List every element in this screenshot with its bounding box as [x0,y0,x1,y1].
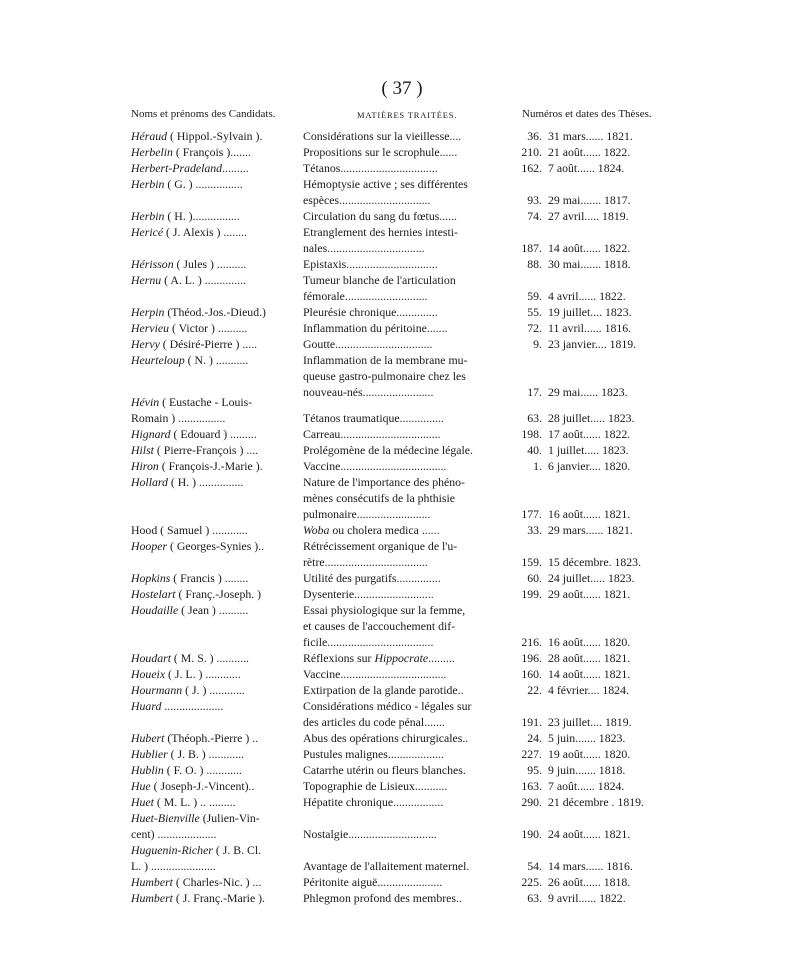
candidate-surname: Hilst [131,443,154,457]
subject-text: Avantage de l'allaitement maternel. [303,859,470,873]
candidate-name [131,794,297,811]
candidate-surname: Hervieu [131,321,169,335]
candidate-surname: Héraud [131,129,168,143]
thesis-number: 22. [527,683,542,697]
thesis-date: 28 août...... 1821. [548,651,631,665]
subject-text: Hémoptysie active ; ses différentes [303,177,468,191]
thesis-number: 225. [521,875,542,889]
candidate-given-names: ( Jean ) .......... [178,603,249,617]
candidate-given-names: ......... [222,161,249,175]
thesis-date: 14 août...... 1822. [548,241,631,255]
thesis-number: 162. [521,161,542,175]
candidate-given-names: ( Pierre-François ) .... [153,443,259,457]
thesis-subject [303,176,515,193]
header-numbers: Numéros et dates des Thèses. [522,108,652,120]
thesis-subject [303,522,515,539]
thesis-number: 95. [527,763,542,777]
thesis-subject [303,336,515,353]
thesis-subject [303,586,515,603]
thesis-date: 19 août...... 1820. [548,747,631,761]
candidate-name [131,160,297,177]
thesis-number: 36. [527,129,542,143]
subject-text: rètre................................... [303,555,428,569]
thesis-subject [303,506,515,523]
header-subjects: MATIÈRES TRAITÉES. [357,110,458,120]
candidate-name [131,682,297,699]
thesis-number: 1. [533,459,542,473]
thesis-number: 199. [521,587,542,601]
thesis-number: 40. [527,443,542,457]
subject-text: Rétrécissement organique de l'u- [303,539,458,553]
thesis-date: 30 mai....... 1818. [548,257,631,271]
subject-text: Prolégomène de la médecine légale. [303,443,473,457]
candidate-surname: Huguenin-Richer [131,843,213,857]
thesis-subject [303,128,515,145]
thesis-subject [303,192,515,209]
candidate-given-names: ( J. Alexis ) ........ [163,225,247,239]
thesis-date: 29 août...... 1821. [548,587,631,601]
candidate-surname: Hubert [131,731,165,745]
candidate-given-names: ( J. Franç.-Marie ). [172,891,266,905]
candidate-given-names: (Théoph.-Pierre ) .. [164,731,259,745]
candidate-given-names: .................... [161,699,224,713]
thesis-subject [303,442,515,459]
candidate-surname: Houdaille [131,603,179,617]
thesis-date: 29 mars...... 1821. [548,523,633,537]
candidate-surname: Houdart [131,651,171,665]
subject-text: Topographie de Lisieux........... [303,779,448,793]
thesis-number: 60. [527,571,542,585]
thesis-subject [303,352,515,369]
candidate-surname: Herbin [131,177,165,191]
thesis-date: 28 juillet..... 1823. [548,411,635,425]
thesis-number: 160. [521,667,542,681]
thesis-subject [303,256,515,273]
thesis-number: 177. [521,507,542,521]
thesis-subject [303,698,515,715]
candidate-surname: Hublier [131,747,168,761]
thesis-subject [303,746,515,763]
subject-text: nouveau-nés........................ [303,385,434,399]
candidate-name [131,826,297,843]
thesis-date: 9 juin....... 1818. [548,763,626,777]
thesis-date: 17 août...... 1822. [548,427,631,441]
thesis-subject [303,288,515,305]
candidate-given-names: ( J. L. ) ............ [165,667,241,681]
candidate-name [131,474,297,491]
subject-text: Tumeur blanche de l'articulation [303,273,456,287]
subject-text: Nostalgie.............................. [303,827,437,841]
thesis-subject [303,272,515,289]
thesis-subject [303,240,515,257]
candidate-name [131,858,297,875]
thesis-subject [303,490,515,507]
thesis-date: 5 juin....... 1823. [548,731,626,745]
candidate-given-names: ( Désiré-Pierre ) ..... [159,337,258,351]
subject-text: Inflammation du péritoine....... [303,321,448,335]
candidate-given-names: ( N. ) ........... [184,353,249,367]
thesis-number: 74. [527,209,542,223]
candidate-name [131,256,297,273]
candidate-name [131,208,297,225]
candidate-surname: Hignard [131,427,171,441]
thesis-date: 24 août...... 1821. [548,827,631,841]
thesis-date: 23 janvier.... 1819. [548,337,637,351]
candidate-surname: Hérisson [131,257,174,271]
thesis-number: 24. [527,731,542,745]
candidate-surname: Hostelart [131,587,176,601]
candidate-name [131,458,297,475]
candidate-name [131,778,297,795]
thesis-number: 187. [521,241,542,255]
thesis-date: 14 mars...... 1816. [548,859,633,873]
subject-text: Considérations sur la vieillesse.... [303,129,462,143]
candidate-given-names: ( Edouard ) ......... [170,427,257,441]
candidate-given-names: (Théod.-Jos.-Dieud.) [164,305,266,319]
candidate-name [131,176,297,193]
thesis-subject [303,160,515,177]
thesis-date: 9 avril...... 1822. [548,891,626,905]
candidate-name [131,272,297,289]
thesis-subject [303,618,515,635]
candidate-given-names: ( François-J.-Marie ). [158,459,263,473]
thesis-subject [303,554,515,571]
thesis-subject [303,858,515,875]
thesis-number: 163. [521,779,542,793]
thesis-number: 63. [527,891,542,905]
thesis-date: 1 juillet..... 1823. [548,443,629,457]
candidate-given-names: ( A. L. ) .............. [161,273,247,287]
thesis-number: 63. [527,411,542,425]
thesis-subject [303,714,515,731]
candidate-given-names: ( J. B. ) ............ [167,747,245,761]
candidate-name [131,746,297,763]
subject-text: Abus des opérations chirurgicales.. [303,731,469,745]
subject-text: Goutte................................. [303,337,433,351]
thesis-subject [303,874,515,891]
candidate-given-names: cent) .................... [131,827,217,841]
candidate-given-names: ( Jules ) .......... [173,257,247,271]
subject-text: Pustules malignes................... [303,747,444,761]
thesis-date: 21 décembre . 1819. [548,795,644,809]
candidate-surname: Huard [131,699,162,713]
thesis-subject [303,730,515,747]
candidate-given-names: ( H. ) ............... [167,475,244,489]
candidate-surname: Herbelin [131,145,173,159]
page-number: ( 37 ) [381,78,423,99]
candidate-surname: Hollard [131,475,168,489]
thesis-subject [303,474,515,491]
subject-text: Péritonite aiguë...................... [303,875,443,889]
candidate-name [131,320,297,337]
candidate-surname: Herbin [131,209,165,223]
thesis-number: 210. [521,145,542,159]
thesis-subject [303,634,515,651]
subject-text: fémorale............................ [303,289,428,303]
candidate-name [131,586,297,603]
candidate-name [131,730,297,747]
candidate-name [131,336,297,353]
candidate-given-names: ( Georges-Synies ).. [167,539,265,553]
candidate-name [131,874,297,891]
subject-text: pulmonaire......................... [303,507,431,521]
candidate-given-names: ( G. ) ................ [164,177,243,191]
candidate-surname: Herpin [131,305,165,319]
candidate-name [131,842,297,859]
subject-text: Hépatite chronique................. [303,795,444,809]
subject-text: Catarrhe utérin ou fleurs blanches. [303,763,466,777]
thesis-date: 16 août...... 1820. [548,635,631,649]
thesis-subject [303,410,515,427]
subject-text: Inflammation de la membrane mu- [303,353,468,367]
thesis-subject [303,304,515,321]
candidate-given-names: Hood ( Samuel ) ............ [131,523,248,537]
thesis-number: 72. [527,321,542,335]
candidate-name [131,762,297,779]
subject-text: ficile.................................... [303,635,434,649]
candidate-name [131,304,297,321]
thesis-number: 191. [521,715,542,729]
candidate-given-names: ( M. S. ) ........... [170,651,249,665]
candidate-surname: Hooper [131,539,168,553]
thesis-subject [303,826,515,843]
thesis-subject [303,650,515,667]
candidate-given-names: ( Victor ) .......... [169,321,248,335]
candidate-name [131,538,297,555]
thesis-date: 4 février.... 1824. [548,683,629,697]
candidate-given-names: ( Hippol.-Sylvain ). [167,129,263,143]
candidate-name [131,352,297,369]
thesis-number: 216. [521,635,542,649]
thesis-subject [303,144,515,161]
subject-text: Dysenterie........................... [303,587,434,601]
candidate-surname: Hévin [131,395,160,409]
candidate-surname: Hiron [131,459,159,473]
subject-text: et causes de l'accouchement dif- [303,619,456,633]
header-names: Noms et prénoms des Candidats. [131,108,276,120]
thesis-subject [303,458,515,475]
subject-text: Vaccine.................................... [303,667,447,681]
thesis-subject [303,762,515,779]
thesis-subject [303,368,515,385]
subject-text: nales................................. [303,241,425,255]
subject-text: Phlegmon profond des membres.. [303,891,462,905]
candidate-name [131,128,297,145]
candidate-given-names: ( H. )................ [164,209,240,223]
candidate-given-names: ( Joseph-J.-Vincent).. [150,779,255,793]
candidate-given-names: (Julien-Vin- [199,811,260,825]
candidate-surname: Herbert-Pradeland [131,161,223,175]
subject-text-after: ou cholera medica ...... [329,523,440,537]
thesis-number: 54. [527,859,542,873]
subject-text: Considérations médico - légales sur [303,699,472,713]
subject-text: Tétanos................................. [303,161,438,175]
candidate-name [131,394,297,411]
thesis-subject [303,890,515,907]
candidate-surname: Hopkins [131,571,171,585]
candidate-surname: Humbert [131,891,173,905]
candidate-given-names: ( Francis ) ........ [170,571,249,585]
candidate-surname: Houeix [131,667,166,681]
thesis-date: 14 août...... 1821. [548,667,631,681]
candidate-name [131,522,297,539]
thesis-number: 93. [527,193,542,207]
subject-text: Extirpation de la glande parotide.. [303,683,464,697]
candidate-name [131,890,297,907]
candidate-given-names: L. ) ...................... [131,859,216,873]
thesis-date: 16 août...... 1821. [548,507,631,521]
candidate-surname: Hervy [131,337,160,351]
subject-text: Propositions sur le scrophule...... [303,145,458,159]
candidate-name [131,698,297,715]
thesis-number: 198. [521,427,542,441]
thesis-date: 27 avril..... 1819. [548,209,629,223]
candidate-given-names: ( Eustache - Louis- [159,395,253,409]
candidate-surname: Huet-Bienville [131,811,200,825]
candidate-surname: Heurteloup [131,353,185,367]
thesis-subject [303,208,515,225]
thesis-subject [303,384,515,401]
thesis-number: 17. [527,385,542,399]
thesis-number: 55. [527,305,542,319]
candidate-surname: Hernu [131,273,162,287]
thesis-date: 6 janvier.... 1820. [548,459,631,473]
thesis-subject [303,682,515,699]
thesis-number: 159. [521,555,542,569]
thesis-number: 9. [533,337,542,351]
candidate-name [131,410,297,427]
thesis-date: 29 mai....... 1817. [548,193,631,207]
thesis-subject [303,320,515,337]
thesis-subject [303,778,515,795]
thesis-number: 59. [527,289,542,303]
candidate-given-names: ( J. ) ............ [182,683,245,697]
subject-text: Epistaxis............................... [303,257,438,271]
candidate-surname: Hue [131,779,151,793]
subject-text: espèces............................... [303,193,431,207]
candidate-given-names: ( M. L. ) .. ......... [153,795,236,809]
candidate-given-names: ( F. O. ) ............ [163,763,242,777]
thesis-number: 196. [521,651,542,665]
thesis-number: 88. [527,257,542,271]
subject-text: Essai physiologique sur la femme, [303,603,466,617]
thesis-number: 33. [527,523,542,537]
subject-text: queuse gastro-pulmonaire chez les [303,369,466,383]
thesis-number: 290. [521,795,542,809]
candidate-given-names: Romain ) ................ [131,411,226,425]
candidate-name [131,650,297,667]
subject-text: Etranglement des hernies intesti- [303,225,458,239]
subject-italic-text: Woba [303,523,330,537]
subject-text-after: ......... [428,651,455,665]
thesis-subject [303,538,515,555]
thesis-subject [303,224,515,241]
subject-italic-text: Hippocrate [374,651,429,665]
subject-text: Circulation du sang du fœtus...... [303,209,457,223]
candidate-name [131,602,297,619]
thesis-date: 31 mars...... 1821. [548,129,633,143]
subject-text: Réflexions sur [303,651,375,665]
thesis-date: 7 août...... 1824. [548,161,625,175]
subject-text: mènes consécutifs de la phthisie [303,491,456,505]
candidate-surname: Hericé [131,225,164,239]
thesis-subject [303,794,515,811]
candidate-given-names: ( J. B. Cl. [212,843,262,857]
candidate-surname: Humbert [131,875,173,889]
thesis-date: 7 août...... 1824. [548,779,625,793]
thesis-subject [303,666,515,683]
candidate-name [131,570,297,587]
thesis-subject [303,426,515,443]
candidate-surname: Hourmann [131,683,183,697]
candidate-name [131,442,297,459]
thesis-date: 23 juillet.... 1819. [548,715,632,729]
subject-text: Tétanos traumatique............... [303,411,444,425]
candidate-name [131,810,297,827]
thesis-date: 26 août...... 1818. [548,875,631,889]
thesis-date: 11 avril...... 1816. [548,321,632,335]
subject-text: Vaccine.................................... [303,459,447,473]
thesis-date: 19 juillet.... 1823. [548,305,632,319]
thesis-date: 24 juillet..... 1823. [548,571,635,585]
candidate-name [131,224,297,241]
subject-text: Nature de l'importance des phéno- [303,475,465,489]
thesis-subject [303,570,515,587]
candidate-given-names: ( François )....... [172,145,251,159]
candidate-name [131,426,297,443]
thesis-date: 15 décembre. 1823. [548,555,642,569]
candidate-name [131,144,297,161]
thesis-number: 227. [521,747,542,761]
thesis-number: 190. [521,827,542,841]
candidate-surname: Hublin [131,763,164,777]
subject-text: des articles du code pénal....... [303,715,445,729]
thesis-date: 21 août...... 1822. [548,145,631,159]
candidate-name [131,666,297,683]
thesis-subject [303,602,515,619]
candidate-given-names: ( Charles-Nic. ) ... [172,875,262,889]
candidate-given-names: ( Franç.-Joseph. ) [175,587,262,601]
subject-text: Utilité des purgatifs............... [303,571,441,585]
subject-text: Carreau.................................. [303,427,441,441]
candidate-surname: Huet [131,795,154,809]
thesis-date: 4 avril...... 1822. [548,289,626,303]
thesis-date: 29 mai...... 1823. [548,385,628,399]
subject-text: Pleurésie chronique.............. [303,305,438,319]
